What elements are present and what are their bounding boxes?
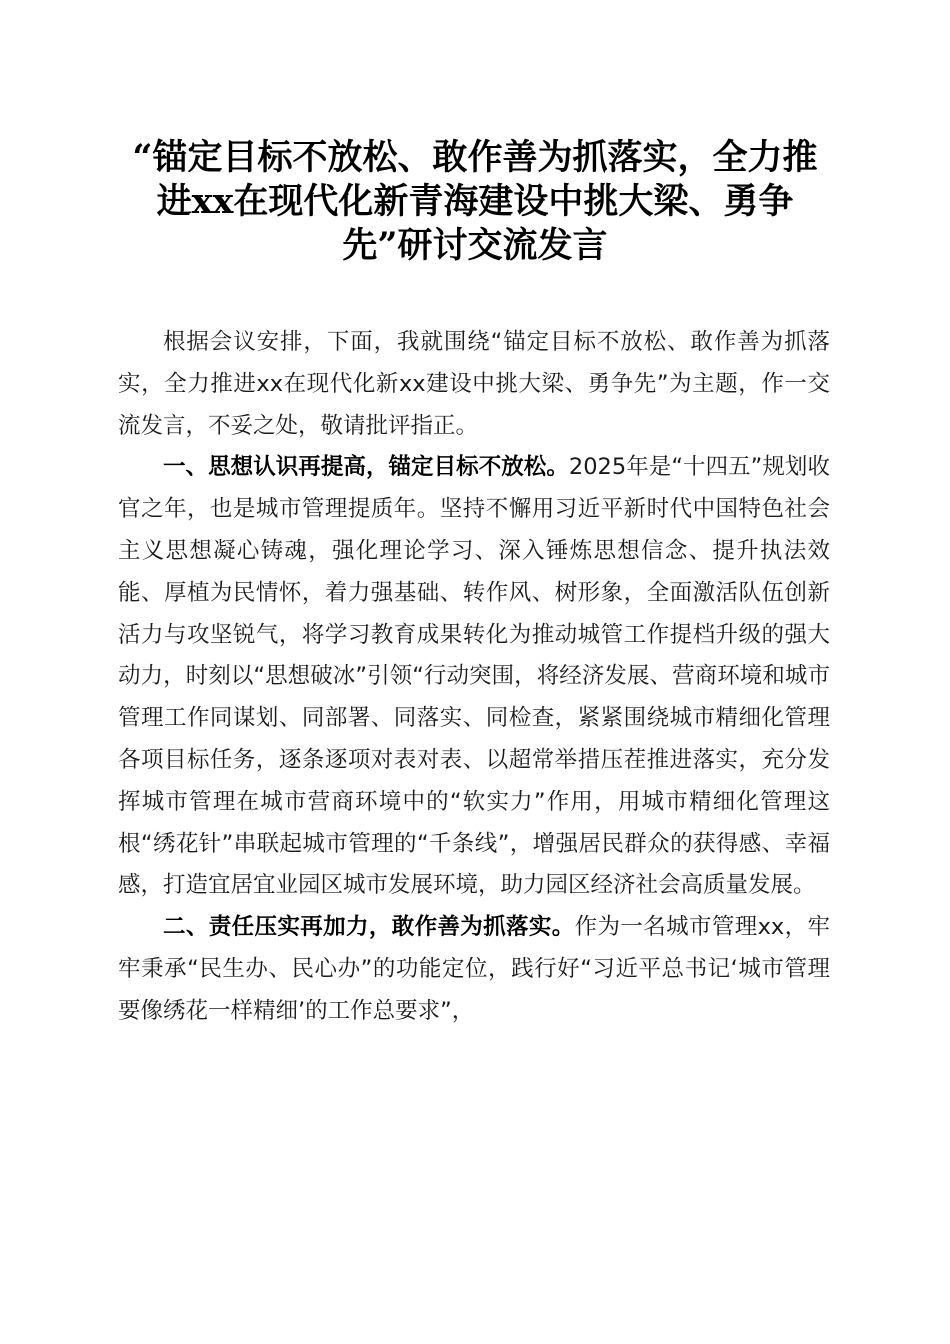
- paragraph-section-1: [118, 447, 830, 907]
- paragraph-text: 2025年是“十四五”规划收官之年，也是城市管理提质年。坚持不懈用习近平新时代中国特色社会主义思想凝心铸魂，强化理论学习、深入锤炼思想信念、提升执法效能、厚植为民情怀，着力强基础、转作风、树形象，全面激活队伍创新活力与攻坚锐气，将学习教育成果转化为推动城管工作提档升级的强大动力，时刻以“思想破冰”引领“行动突围，将经济发展、营商环境和城市管理工作同谋划、同部署、同落实、同检查，紧紧围绕城市精细化管理各项目标任务，逐条逐项对表对表、以超常举措压茬推进落实，充分发挥城市管理在城市营商环境中的“软实力”作用，用城市精细化管理这根“绣花针”串联起城市管理的“千条线”，增强居民群众的获得感、幸福感，打造宜居宜业园区城市发展环境，助力园区经济社会高质量发展。: [118, 454, 830, 899]
- section-1-heading: 一、思想认识再提高，锚定目标不放松。: [163, 454, 569, 481]
- document-title: “锚定目标不放松、敢作善为抓落实，全力推进xx在现代化新青海建设中挑大梁、勇争先”研讨交流发言: [132, 137, 818, 266]
- paragraph-text: 作为一名城市管理xx，牢牢秉承“民生办、民心办”的功能定位，践行好“习近平总书记‘城市管理要像绣花一样精细’的工作总要求”，: [118, 914, 830, 1024]
- paragraph-section-2: [118, 907, 830, 1032]
- document-body: [118, 322, 830, 1033]
- paragraph-intro: [118, 322, 830, 447]
- section-2-heading: 二、责任压实再加力，敢作善为抓落实。: [163, 914, 575, 941]
- paragraph-text: 根据会议安排，下面，我就围绕“锚定目标不放松、敢作善为抓落实，全力推进xx在现代化新xx建设中挑大梁、勇争先”为主题，作一交流发言，不妥之处，敬请批评指正。: [118, 329, 830, 439]
